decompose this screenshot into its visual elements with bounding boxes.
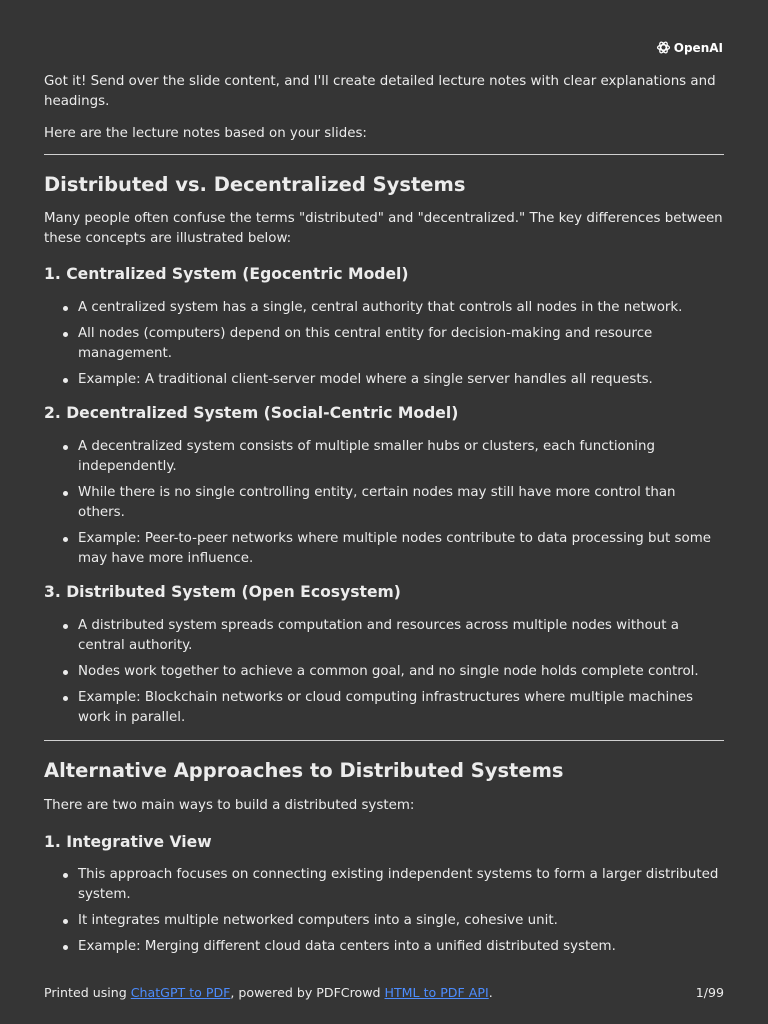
list-item: While there is no single controlling entity, certain nodes may still have more control than others.	[78, 483, 724, 523]
list-item: This approach focuses on connecting existing independent systems to form a larger distributed system.	[78, 865, 724, 905]
section-heading: Alternative Approaches to Distributed Systems	[44, 759, 564, 782]
section-intro: Many people often confuse the terms "distributed" and "decentralized." The key differences between these concepts are illustrated below:	[44, 211, 723, 246]
list-item: A distributed system spreads computation and resources across multiple nodes without a central authority.	[78, 616, 724, 656]
page-number: 1/99	[695, 985, 724, 1000]
divider	[44, 740, 724, 741]
list-item: Example: Peer-to-peer networks where multiple nodes contribute to data processing but some may have more influence.	[78, 529, 724, 569]
list-item: It integrates multiple networked computers into a single, cohesive unit.	[78, 911, 724, 931]
list-item: A centralized system has a single, central authority that controls all nodes in the network.	[78, 298, 724, 318]
intro-paragraph: Got it! Send over the slide content, and I'll create detailed lecture notes with clear explanations and headings.	[44, 74, 716, 109]
list-item: Example: A traditional client-server model where a single server handles all requests.	[78, 370, 724, 390]
section-intro: There are two main ways to build a distributed system:	[44, 798, 415, 813]
html-to-pdf-api-link[interactable]: HTML to PDF API	[384, 985, 489, 1000]
list-item: A decentralized system consists of multiple smaller hubs or clusters, each functioning independently.	[78, 437, 724, 477]
footer-suffix: .	[488, 985, 493, 1000]
brand-name: OpenAI	[673, 40, 723, 55]
subsection-heading: 3. Distributed System (Open Ecosystem)	[44, 583, 401, 601]
footer-prefix: Printed using	[44, 985, 131, 1000]
list-item: Nodes work together to achieve a common goal, and no single node holds complete control.	[78, 662, 724, 682]
footer-middle: , powered by PDFCrowd	[230, 985, 385, 1000]
divider	[44, 154, 724, 155]
bullet-list	[44, 298, 724, 390]
page-footer	[44, 984, 724, 1002]
document-body	[44, 72, 724, 963]
subsection-heading: 2. Decentralized System (Social-Centric Model)	[44, 404, 459, 422]
bullet-list	[44, 616, 724, 728]
section-heading: Distributed vs. Decentralized Systems	[44, 173, 466, 196]
list-item: Example: Merging different cloud data centers into a unified distributed system.	[78, 937, 724, 957]
list-item: Example: Blockchain networks or cloud computing infrastructures where multiple machines work in parallel.	[78, 688, 724, 728]
intro-lead: Here are the lecture notes based on your slides:	[44, 126, 367, 141]
pdf-page	[44, 0, 724, 1024]
bullet-list	[44, 437, 724, 569]
openai-logo-icon	[656, 40, 671, 55]
list-item: All nodes (computers) depend on this central entity for decision-making and resource management.	[78, 324, 724, 364]
chatgpt-to-pdf-link[interactable]: ChatGPT to PDF	[130, 985, 231, 1000]
bullet-list	[44, 865, 724, 957]
subsection-heading: 1. Centralized System (Egocentric Model)	[44, 265, 409, 283]
subsection-heading: 1. Integrative View	[44, 833, 212, 851]
openai-brand	[656, 40, 723, 55]
